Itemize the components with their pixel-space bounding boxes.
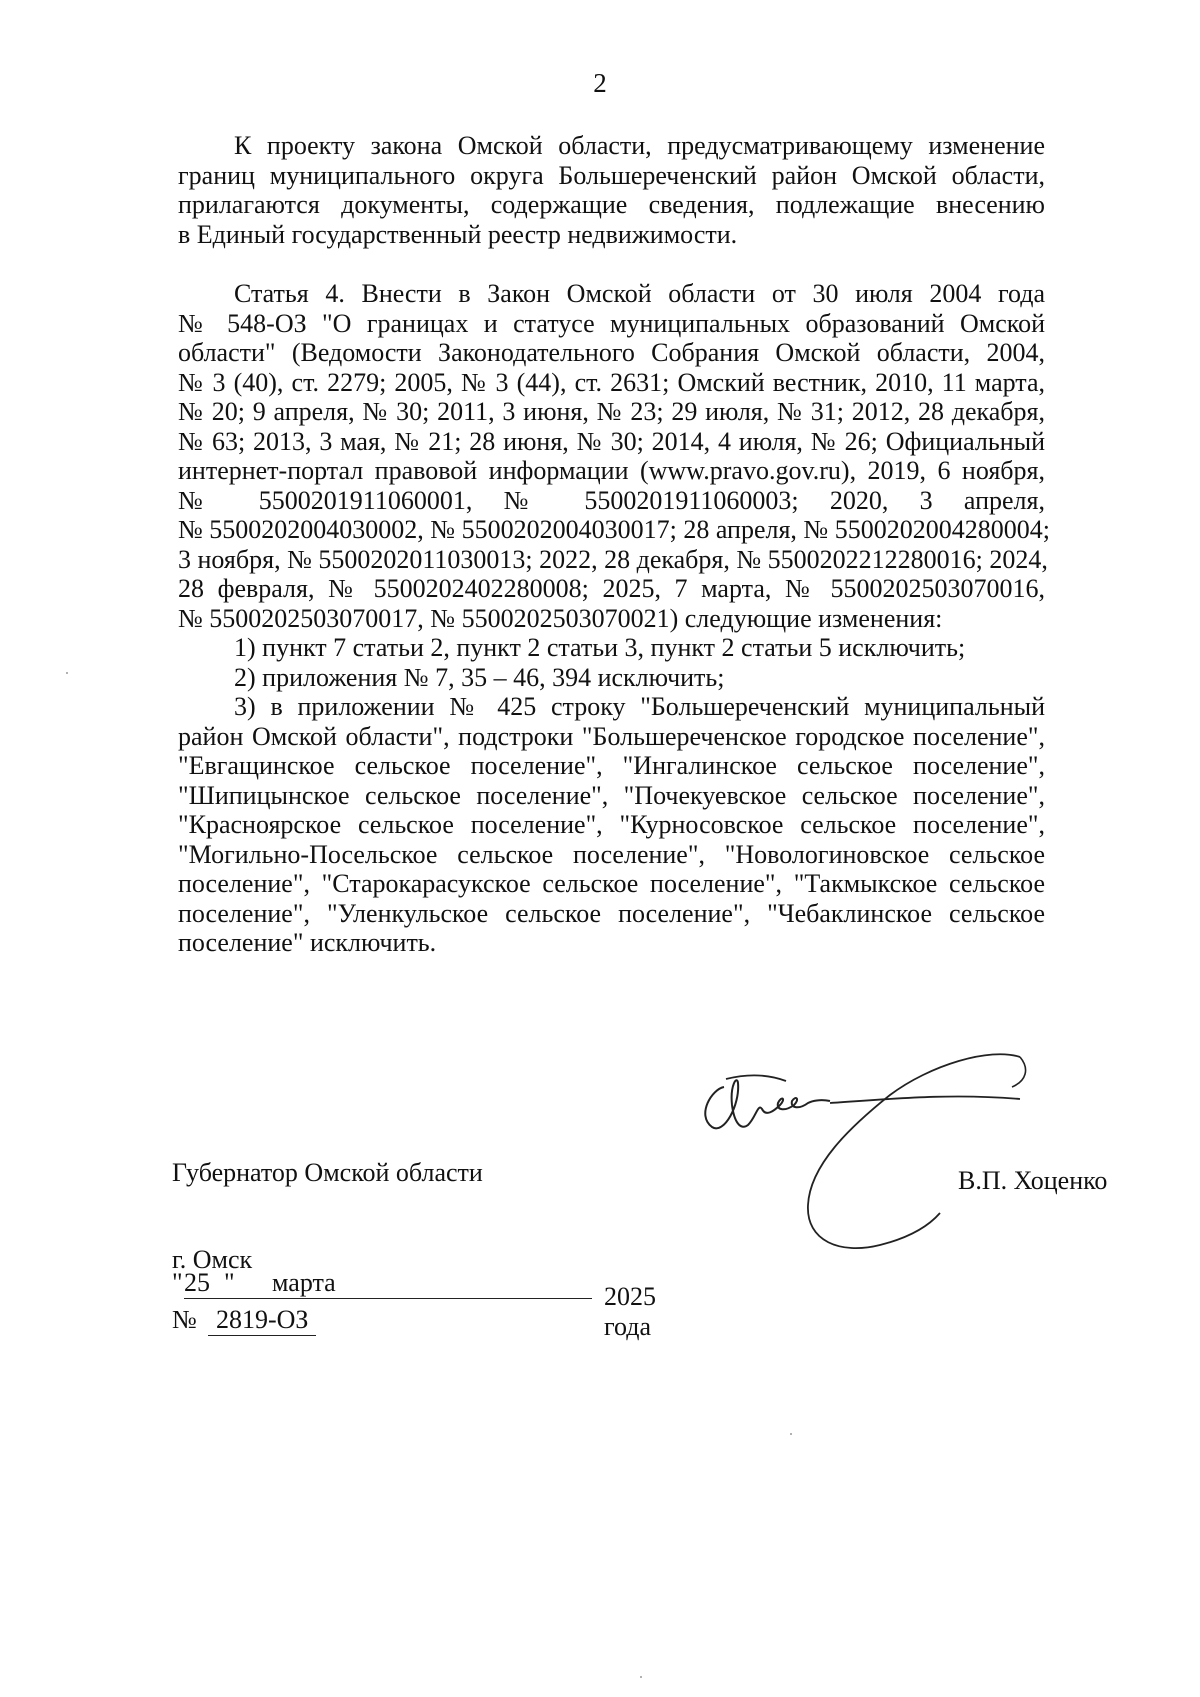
- date-open-quote: ": [172, 1268, 183, 1297]
- date-underline: [184, 1298, 592, 1299]
- paragraph-line: прилагаются документы, содержащие сведения, подлежащие внесению: [178, 190, 1045, 219]
- number-underline: [208, 1335, 316, 1336]
- date-close-quote: ": [224, 1268, 235, 1297]
- law-number: [172, 1305, 372, 1345]
- article-line: "Могильно-Посельское сельское поселение", "Новологиновское сельское: [178, 839, 1045, 869]
- article-item-3: 3) в приложении № 425 строку "Большереченский муниципальный: [234, 692, 1045, 721]
- article-item-1: 1) пункт 7 статьи 2, пункт 2 статьи 3, пункт 2 статьи 5 исключить;: [234, 633, 966, 662]
- scan-speck: [66, 672, 68, 674]
- date-day: 25: [184, 1268, 210, 1297]
- handwritten-signature: [690, 1045, 1110, 1265]
- number-value: 2819-ОЗ: [216, 1305, 309, 1334]
- paragraph-line: границ муниципального округа Большереченский район Омской области,: [178, 160, 1045, 190]
- signatory-title: Губернатор Омской области: [172, 1158, 483, 1187]
- signatory-name: В.П. Хоценко: [958, 1166, 1108, 1195]
- article-line: "Евгащинское сельское поселение", "Ингалинское сельское поселение",: [178, 751, 1045, 780]
- intro-paragraph: [178, 131, 1045, 249]
- date-year: 2025 года: [604, 1282, 656, 1341]
- article-line: 3 ноября, № 5500202011030013; 2022, 28 декабря, № 5500202212280016; 2024,: [178, 544, 1048, 574]
- article-line: Статья 4. Внести в Закон Омской области от 30 июля 2004 года: [234, 279, 1045, 308]
- article-line: № 5500201911060001, № 5500201911060003; 2020, 3 апреля,: [178, 485, 1045, 515]
- number-sign: №: [172, 1305, 197, 1334]
- article-line: области" (Ведомости Законодательного Собрания Омской области, 2004,: [178, 338, 1045, 367]
- article-line: поселение", "Уленкульское сельское поселение", "Чебаклинское сельское: [178, 898, 1045, 928]
- article-line: поселение" исключить.: [178, 928, 437, 957]
- scan-speck: [790, 1433, 792, 1435]
- article-line: № 548-ОЗ "О границах и статусе муниципальных образований Омской: [178, 308, 1045, 338]
- paragraph-line: в Единый государственный реестр недвижимости.: [178, 219, 738, 249]
- article-line: "Красноярское сельское поселение", "Курносовское сельское поселение",: [178, 810, 1045, 839]
- article-item-2: 2) приложения № 7, 35 – 46, 394 исключить;: [234, 662, 725, 692]
- article-line: интернет-портал правовой информации (www.pravo.gov.ru), 2019, 6 ноября,: [178, 456, 1045, 485]
- paragraph-line: К проекту закона Омской области, предусматривающему изменение: [234, 131, 1045, 160]
- article-line: 28 февраля, № 5500202402280008; 2025, 7 марта, № 5500202503070016,: [178, 574, 1045, 603]
- article-line: "Шипицынское сельское поселение", "Почекуевское сельское поселение",: [178, 780, 1045, 810]
- article-line: № 5500202503070017, № 5500202503070021) следующие изменения:: [178, 603, 943, 633]
- article-line: № 5500202004030002, № 5500202004030017; 28 апреля, № 5500202004280004;: [178, 515, 1050, 544]
- page-number: 2: [593, 68, 607, 98]
- article-line: поселение", "Старокарасукское сельское поселение", "Такмыкское сельское: [178, 869, 1045, 898]
- date-month: марта: [272, 1268, 336, 1297]
- scan-speck: [640, 1676, 642, 1678]
- article-line: № 20; 9 апреля, № 30; 2011, 3 июня, № 23; 29 июля, № 31; 2012, 28 декабря,: [178, 397, 1045, 426]
- article-4: [178, 279, 1050, 958]
- article-line: район Омской области", подстроки "Большереченское городское поселение",: [178, 721, 1045, 751]
- article-line: № 3 (40), ст. 2279; 2005, № 3 (44), ст. 2631; Омский вестник, 2010, 11 марта,: [178, 367, 1045, 397]
- article-line: № 63; 2013, 3 мая, № 21; 28 июня, № 30; 2014, 4 июля, № 26; Официальный: [178, 426, 1045, 456]
- place: г. Омск: [172, 1245, 253, 1274]
